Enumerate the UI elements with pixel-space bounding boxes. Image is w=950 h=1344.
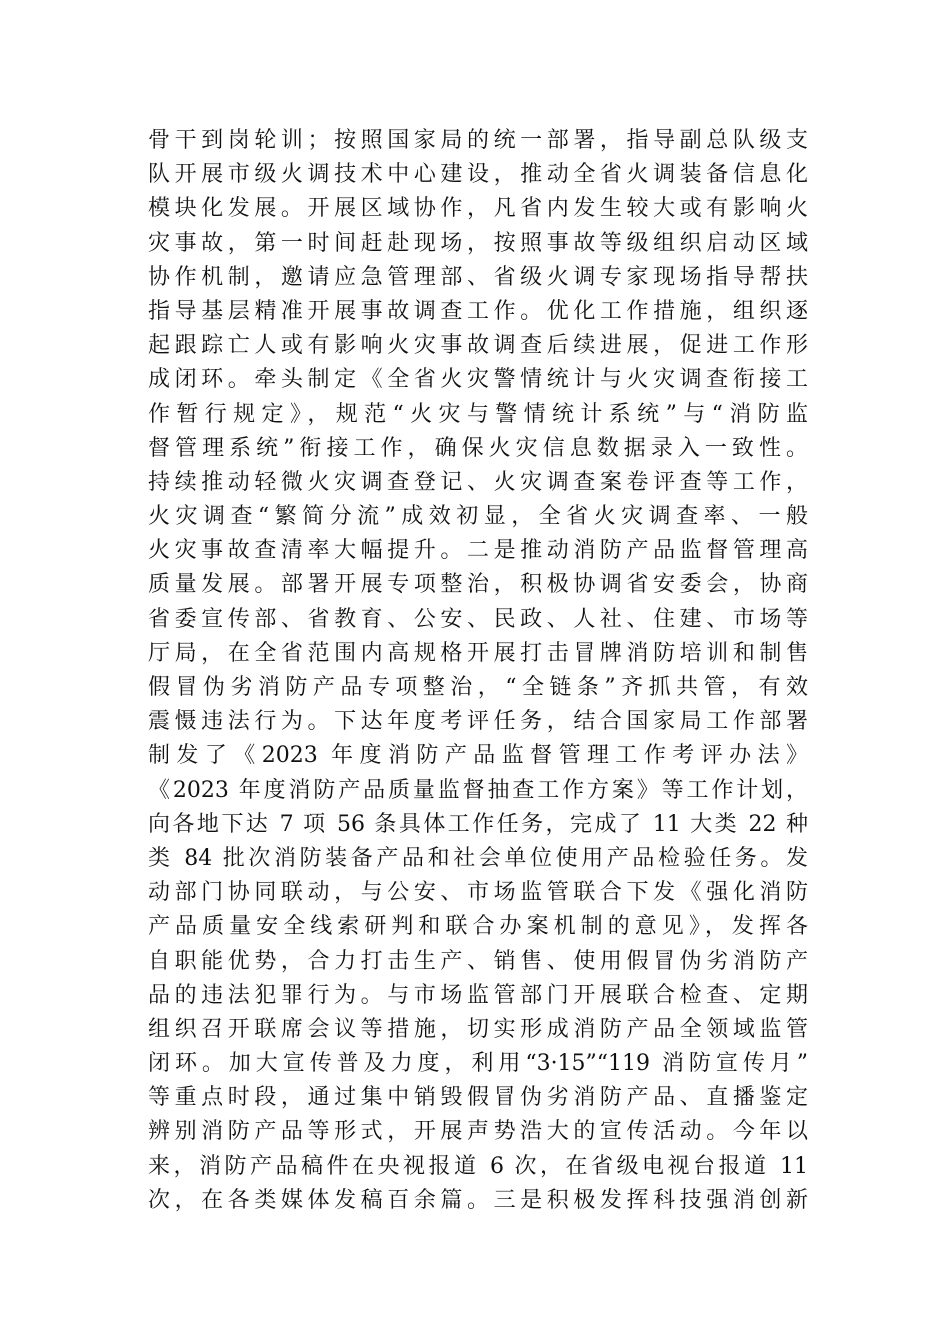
text-line: 向各地下达 7 项 56 条具体工作任务，完成了 11 大类 22 种 [148, 811, 808, 837]
text-line: 灾事故，第一时间赶赴现场，按照事故等级组织启动区域 [148, 230, 808, 256]
text-line: 震慑违法行为。下达年度考评任务，结合国家局工作部署 [148, 709, 808, 735]
text-line: 来，消防产品稿件在央视报道 6 次，在省级电视台报道 11 [148, 1153, 808, 1179]
text-line: 火灾事故查清率大幅提升。二是推动消防产品监督管理高 [148, 538, 808, 564]
text-line: 品的违法犯罪行为。与市场监管部门开展联合检查、定期 [148, 982, 808, 1008]
text-line: 产品质量安全线索研判和联合办案机制的意见》，发挥各 [148, 914, 808, 940]
text-line: 动部门协同联动，与公安、市场监管联合下发《强化消防 [148, 880, 808, 906]
text-line: 自职能优势，合力打击生产、销售、使用假冒伪劣消防产 [148, 948, 808, 974]
text-line: 成闭环。牵头制定《全省火灾警情统计与火灾调查衔接工 [148, 367, 808, 393]
text-line: 辨别消防产品等形式，开展声势浩大的宣传活动。今年以 [148, 1119, 808, 1145]
text-line: 督管理系统”衔接工作，确保火灾信息数据录入一致性。 [148, 435, 808, 461]
text-line: 作暂行规定》，规范“火灾与警情统计系统”与“消防监 [148, 401, 808, 427]
text-line: 指导基层精准开展事故调查工作。优化工作措施，组织逐 [148, 298, 808, 324]
text-line: 闭环。加大宣传普及力度，利用“3·15”“119 消防宣传月” [148, 1051, 808, 1077]
text-line: 队开展市级火调技术中心建设，推动全省火调装备信息化 [148, 162, 808, 188]
text-line: 假冒伪劣消防产品专项整治，“全链条”齐抓共管，有效 [148, 675, 808, 700]
text-line: 次，在各类媒体发稿百余篇。三是积极发挥科技强消创新 [148, 1187, 808, 1213]
text-line: 类 84 批次消防装备产品和社会单位使用产品检验任务。发 [148, 845, 808, 871]
text-line: 火灾调查“繁简分流”成效初显，全省火灾调查率、一般 [148, 504, 808, 530]
text-line: 持续推动轻微火灾调查登记、火灾调查案卷评查等工作， [148, 469, 808, 495]
text-line: 制发了《2023 年度消防产品监督管理工作考评办法》 [148, 743, 808, 769]
text-line: 厅局，在全省范围内高规格开展打击冒牌消防培训和制售 [148, 640, 808, 666]
body-text [148, 124, 808, 1218]
text-line: 骨干到岗轮训；按照国家局的统一部署，指导副总队级支 [148, 128, 808, 153]
text-line: 起跟踪亡人或有影响火灾事故调查后续进展，促进工作形 [148, 333, 808, 359]
text-line: 模块化发展。开展区域协作，凡省内发生较大或有影响火 [148, 196, 808, 222]
text-line: 质量发展。部署开展专项整治，积极协调省安委会，协商 [148, 572, 808, 598]
text-line: 组织召开联席会议等措施，切实形成消防产品全领域监管 [148, 1016, 808, 1042]
text-line: 《2023 年度消防产品质量监督抽查工作方案》等工作计划， [148, 777, 808, 803]
text-line: 等重点时段，通过集中销毁假冒伪劣消防产品、直播鉴定 [148, 1085, 808, 1111]
text-line: 协作机制，邀请应急管理部、省级火调专家现场指导帮扶 [148, 264, 808, 290]
text-line: 省委宣传部、省教育、公安、民政、人社、住建、市场等 [148, 606, 808, 632]
